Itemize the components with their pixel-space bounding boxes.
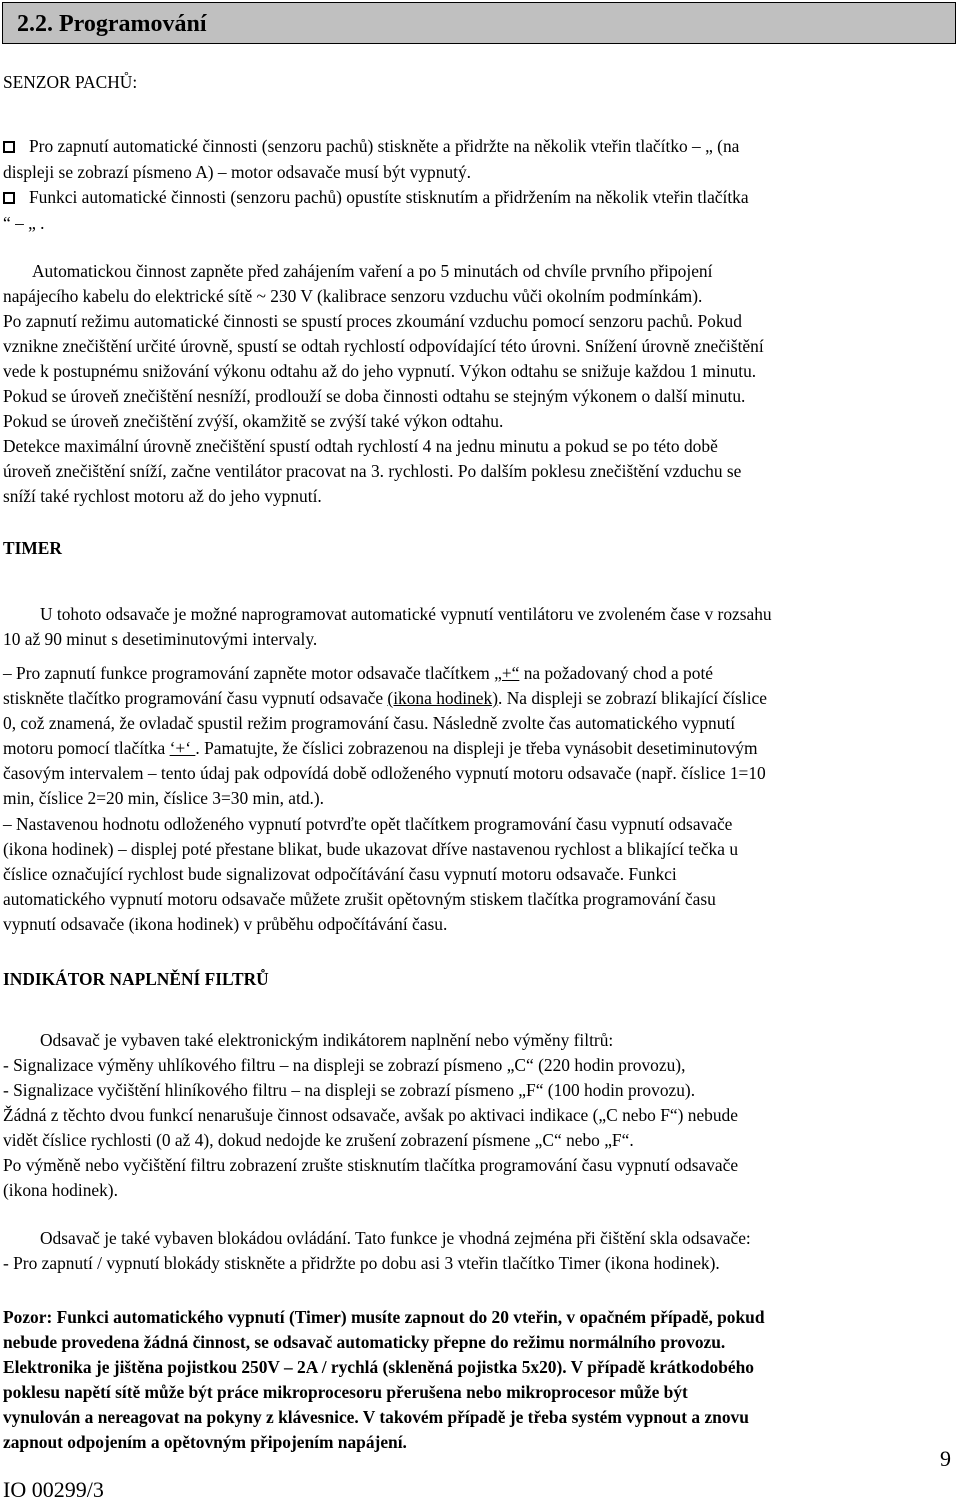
bullet-1-line-2: displeji se zobrazí písmeno A) – motor odsavače musí být vypnutý. bbox=[3, 162, 472, 182]
text-line: poklesu napětí sítě může být práce mikroprocesoru přerušena nebo mikroprocesor může být bbox=[3, 1382, 688, 1402]
text-line: - Signalizace vyčištění hliníkového filtru – na displeji se zobrazí písmeno „F“ (100 hodin provozu). bbox=[3, 1080, 696, 1100]
text-line: vypnutí odsavače (ikona hodinek) v průběhu odpočítávání času. bbox=[3, 914, 448, 934]
text-line: automatického vypnutí motoru odsavače můžete zrušit opětovným stiskem tlačítka programování času bbox=[3, 889, 716, 909]
bullet-1-line-1: Pro zapnutí automatické činnosti (senzoru pachů) stiskněte a přidržte na několik vteřin tlačítko – „ (na bbox=[29, 136, 740, 156]
text-line: nebude provedena žádná činnost, se odsavač automaticky přepne do režimu normálního provozu. bbox=[3, 1332, 726, 1352]
filter-heading: INDIKÁTOR NAPLNĚNÍ FILTRŮ bbox=[3, 969, 269, 989]
text-line: min, číslice 2=20 min, číslice 3=30 min, atd.). bbox=[3, 788, 324, 808]
text-line: (ikona hodinek). bbox=[3, 1180, 118, 1200]
text-line: Žádná z těchto dvou funkcí nenarušuje činnost odsavače, avšak po aktivaci indikace („C nebo F“) nebude bbox=[3, 1105, 738, 1125]
sensor-heading: SENZOR PACHŮ: bbox=[3, 72, 138, 92]
text-line: – Pro zapnutí funkce programování zapněte motor odsavače tlačítkem „+“ na požadovaný chod a poté bbox=[3, 663, 713, 683]
text-line: - Signalizace výměny uhlíkového filtru – na displeji se zobrazí písmeno „C“ (220 hodin provozu), bbox=[3, 1055, 686, 1075]
timer-heading: TIMER bbox=[3, 538, 62, 558]
text-line: motoru pomocí tlačítka ‘+‘ . Pamatujte, že číslici zobrazenou na displeji je třeba vynásobit desetiminutovým bbox=[3, 738, 758, 758]
text-line: Po výměně nebo vyčištění filtru zobrazení zrušte stisknutím tlačítka programování času vypnutí odsavače bbox=[3, 1155, 739, 1175]
text-line: úroveň znečištění sníží, začne ventilátor pracovat na 3. rychlosti. Po dalším poklesu znečištění vzduchu se bbox=[3, 461, 742, 481]
document-id: IO 00299/3 bbox=[3, 1477, 104, 1502]
checkbox-bullet-icon bbox=[3, 192, 15, 204]
section-title-bar bbox=[2, 2, 956, 44]
text-line: číslice označující rychlost bude signalizovat odpočítávání času vypnutí motoru odsavače. Funkci bbox=[3, 864, 677, 884]
clock-icon-ref: (ikona hodinek) bbox=[387, 688, 499, 708]
lock-paragraph bbox=[3, 1226, 955, 1276]
text-line: Pozor: Funkci automatického vypnutí (Timer) musíte zapnout do 20 vteřin, v opačném případě, pokud bbox=[3, 1307, 765, 1327]
bullet-2-line-2: “ – „ . bbox=[3, 213, 45, 233]
timer-intro bbox=[3, 602, 955, 652]
text-line: sníží také rychlost motoru až do jeho vypnutí. bbox=[3, 486, 322, 506]
sensor-bullet-2 bbox=[3, 185, 955, 210]
text-line: Pokud se úroveň znečištění nesníží, prodlouží se doba činnosti odtahu se stejným výkonem o další minutu. bbox=[3, 386, 746, 406]
text-line: Automatickou činnost zapněte před zahájením vaření a po 5 minutách od chvíle prvního připojení bbox=[32, 261, 713, 281]
sensor-paragraph bbox=[3, 259, 955, 509]
bullet-2-line-1: Funkci automatické činnosti (senzoru pachů) opustíte stisknutím a přidržením na několik vteřin tlačítka bbox=[29, 187, 749, 207]
text-line: Po zapnutí režimu automatické činnosti se spustí proces zkoumání vzduchu pomocí senzoru pachů. Pokud bbox=[3, 311, 742, 331]
warning-paragraph bbox=[3, 1305, 955, 1455]
text-line: časovým intervalem – tento údaj pak odpovídá době odloženého vypnutí motoru odsavače (např. číslice 1=10 bbox=[3, 763, 766, 783]
text-line: Detekce maximální úrovně znečištění spustí odtah rychlostí 4 na jednu minutu a pokud se po této době bbox=[3, 436, 718, 456]
timer-paragraph-2 bbox=[3, 812, 955, 937]
text-line: Pokud se úroveň znečištění zvýší, okamžitě se zvýší také výkon odtahu. bbox=[3, 411, 504, 431]
timer-paragraph-1 bbox=[3, 661, 955, 811]
text-line: zapnout odpojením a opětovným připojením napájení. bbox=[3, 1432, 407, 1452]
text-line: - Pro zapnutí / vypnutí blokády stiskněte a přidržte po dobu asi 3 vteřin tlačítko Timer (ikona hodinek). bbox=[3, 1253, 720, 1273]
text-line: U tohoto odsavače je možné naprogramovat automatické vypnutí ventilátoru ve zvoleném čase v rozsahu bbox=[40, 604, 772, 624]
plus-button-ref: „+“ bbox=[494, 663, 520, 683]
section-title: 2.2. Programování bbox=[17, 11, 207, 37]
text-line: vynulován a nereagovat na pokyny z klávesnice. V takovém případě je třeba systém vypnout a znovu bbox=[3, 1407, 749, 1427]
checkbox-bullet-icon bbox=[3, 141, 15, 153]
text-line: (ikona hodinek) – displej poté přestane blikat, bude ukazovat dříve nastavenou rychlost a blikající tečka u bbox=[3, 839, 739, 859]
text-line: stiskněte tlačítko programování času vypnutí odsavače (ikona hodinek). Na displeji se zobrazí blikající číslice bbox=[3, 688, 767, 708]
text-line: Elektronika je jištěna pojistkou 250V – 2A / rychlá (skleněná pojistka 5x20). V případě krátkodobého bbox=[3, 1357, 754, 1377]
sensor-bullet-1 bbox=[3, 134, 955, 159]
text-line: – Nastavenou hodnotu odloženého vypnutí potvrďte opět tlačítkem programování času vypnutí odsavače bbox=[3, 814, 733, 834]
text-line: vidět číslice rychlosti (0 až 4), dokud nedojde ke zrušení zobrazení písmene „C“ nebo „F“. bbox=[3, 1130, 634, 1150]
text-line: 10 až 90 minut s desetiminutovými intervaly. bbox=[3, 629, 318, 649]
page-number: 9 bbox=[940, 1446, 951, 1471]
text-line: vznikne znečištění určité úrovně, spustí se odtah rychlostí odpovídající této úrovni. Snížení úrovně znečištění bbox=[3, 336, 764, 356]
filter-paragraph bbox=[3, 1028, 955, 1203]
text-line: 0, což znamená, že ovladač spustil režim programování času. Následně zvolte čas automatického vypnutí bbox=[3, 713, 736, 733]
text-line: vede k postupnému snižování výkonu odtahu až do jeho vypnutí. Výkon odtahu se snižuje každou 1 minutu. bbox=[3, 361, 757, 381]
plus-button-ref: ‘+‘ bbox=[169, 738, 196, 758]
text-line: napájecího kabelu do elektrické sítě ~ 230 V (kalibrace senzoru vzduchu vůči okolním podmínkám). bbox=[3, 286, 703, 306]
text-line: Odsavač je také vybaven blokádou ovládání. Tato funkce je vhodná zejména při čištění skla odsavače: bbox=[40, 1228, 751, 1248]
text-line: Odsavač je vybaven také elektronickým indikátorem naplnění nebo výměny filtrů: bbox=[40, 1030, 614, 1050]
